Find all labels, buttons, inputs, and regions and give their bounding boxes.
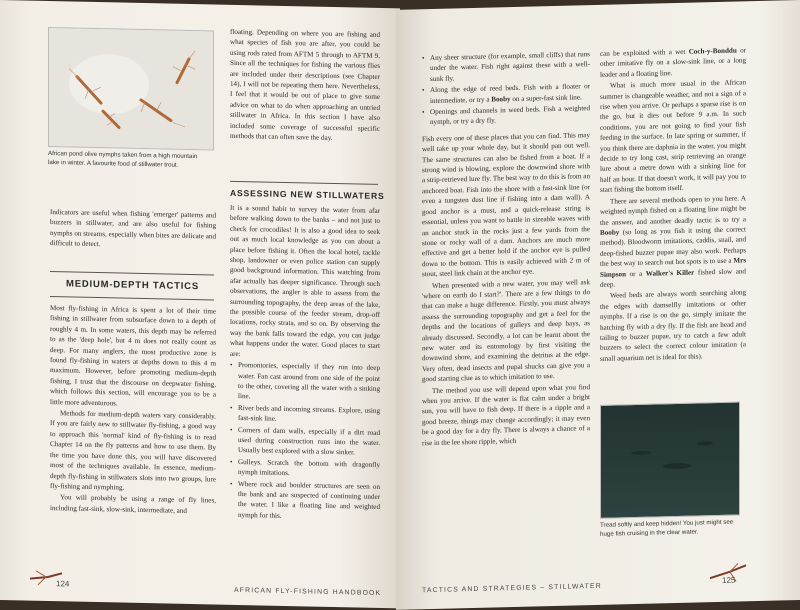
- column-3: [422, 49, 590, 449]
- column-1-body: [50, 303, 216, 518]
- running-footer: TACTICS AND STRATEGIES – STILLWATER: [422, 582, 602, 595]
- list-item: • Openings and channels in weed beds. Fish a weighted nymph, or try a dry fly.: [422, 103, 590, 128]
- subsection-heading: ASSESSING NEW STILLWATERS: [230, 187, 385, 202]
- column-4: [600, 45, 746, 365]
- paragraph: Most fly-fishing in Africa is spent a lot of their time fishing in stillwater from subsurface down to a depth of roughly 4 m. In some waters, this depth may be referred to as the 'deep hole', but 4 m does not really count as deep. For many anglers, the most productive zone is found fly-fishing in waters at depths down to this 4 m maximum. However, before promoting medium-depth fishing, I trust that the discourse on deepwater fishing, which follows this section, will encourage you to be a little more adventurous.: [50, 304, 216, 408]
- photo-caption: African pond olive nymphs taken from a high mountain lake in winter. A favourite food of stillwater trout.: [48, 150, 198, 169]
- section-heading: MEDIUM-DEPTH TACTICS: [66, 278, 199, 293]
- list-item: • Promontories, especially if they run into deep water. Fan cast around from one side of the point to the other, covering all the water with a sinking line.: [230, 360, 380, 405]
- column-2: [230, 27, 380, 146]
- heading-rule-bottom: [50, 296, 214, 300]
- list-item: • Any sheer structure (for example, small cliffs) that runs under the water. Fish right against these with a well-sunk fly.: [422, 49, 590, 84]
- paragraph: What is much more usual in the African summer is changeable weather, and not a sign of a rise when you arrive. Or perhaps a sparse rise is on the go, but it dies out before 9 a.m. In such conditions, you are not going to find your fish feeding in the surface. In late spring or summer, if you think there are daphnia in the water, you might decide to try long cast, strip retrieving an orange lure about a metre down with a sinking line for half an hour. If that doesn't work, it will pay you to start fishing the bottom itself.: [600, 78, 746, 195]
- heading-rule-top: [50, 271, 214, 275]
- list-item: • Corners of dam walls, especially if a dirt road used during construction runs into the water. Usually best explored with a slow sinker.: [230, 424, 380, 458]
- paragraph: can be exploited with a wet Coch-y-Bonddu or other imitative fly on a slow-sink line, or a long leader and a floating line.: [600, 46, 746, 79]
- list-item: • Where rock and boulder structures are seen on the bank and are suspected of continuing under the water. I like a floating line and weighted nymph for this.: [230, 478, 380, 523]
- paragraph: You will probably be using a range of fly lines, including fast-sink, slow-sink, intermediate, and: [50, 493, 216, 515]
- paragraph: It is a sound habit to survey the water from afar before walking down to the banks – and not just to check for crocodiles! It is also a good idea to seek out as much local knowledge as you can about a place before fishing it. Often the local hotel, tackle shop, landowner or even police station can supply good background information. This watching from afar actually has deeper significance. Through such observations, the angler is able to assess from the surrounding topography, the deep areas of the lake, the possible course of the feeder stream, drop-off locations, rocky strata, and so on. By observing the way the bank falls toward the edge, you can judge what happens under the water. Good places to start are:: [230, 203, 380, 358]
- paragraph: The method you use will depend upon what you find when you arrive. If the water is flat calm under a bright sun, you will have to fish deep. If there is a ripple and a good breeze, things may change accordingly; it may even be a good day for a dry fly. There is always a chance of a rise in the lee shore ripple, which: [422, 382, 590, 447]
- paragraph: Methods for medium-depth waters vary considerably. If you are fairly new to stillwater fly-fishing, a good way to approach this 'normal' kind of fly-fishing is to read Chapter 14 on the fly patterns and how to use them. By the time you have done this, you will have discovered most of the techniques available. In essence, medium-depth fly-fishing in stillwaters slots into two groups, lure fly-fishing and nymphing.: [50, 409, 216, 492]
- list-item: • River beds and incoming streams. Explore, using fast-sink line.: [230, 403, 380, 427]
- lake-photo: [600, 401, 740, 518]
- paragraph: There are several methods open to you here. A weighted nymph fished on a floating line might be the answer, and another deadly tactic is to try a Booby (so long as you fish it using the correct method). Bloodworm imitations, caddis, snail, and deep-fished buzzer pupae may also work. Perhaps the best way to search out hot spots is to use a Mrs Simpson or a Walker's Killer fished slow and deep.: [600, 194, 746, 289]
- page-number: 124: [56, 579, 70, 589]
- photo-caption: Tread softly and keep hidden! You just might see huge fish cruising in the clear water.: [600, 518, 734, 538]
- running-footer: AFRICAN FLY-FISHING HANDBOOK: [234, 586, 382, 597]
- paragraph: Fish every one of these places that you can find. This may well take up your whole day, but it should pan out well. The same structures can also be fished from a boat. If a strong wind is blowing, explore the downwind shore with a strip-retrieved lure fly. The best way to do this is from an anchored boat. Fish into the shore with a fast-sink line (or even a tungsten dust line if fishing into a dam wall). A good anchor is a must, and a quick-release string is essential, unless you want to battle in sizeable waves with an anchor stuck in the rocks just a few yards from the stone or rocky wall of a dam. Anchors are much more effective and get a better hold if the anchor eye is pulled down to the bottom. This is easily achieved with 2 m of stout, steel link chain at the anchor eye.: [422, 130, 590, 279]
- page-number: 125: [722, 575, 736, 585]
- intro-paragraph: Indicators are useful when fishing 'emerger' patterns and buzzers in stillwater, and are also useful for fishing nymphs on streams, especially when bites are delicate and difficult to detect.: [50, 208, 216, 249]
- heading-rule-top: [230, 181, 378, 185]
- column-2-body: [230, 203, 380, 524]
- paragraph: Weed beds are always worth searching along the edges with damselfly imitations or other nymphs. If a rise is on the go, simply imitate the hatching fly with a dry fly. If the fish are head and tailing to buzzer pupae, try to catch a few adult buzzers to select the correct colour imitation (a small aquarium net is ideal for this).: [600, 288, 746, 363]
- left-page: [0, 0, 400, 608]
- nymphs-photo: [48, 27, 214, 150]
- paragraph: floating. Depending on where you are fishing and what species of fish you are after, you could be using rods rated from AFTM 5 through to AFTM 9. Since all the techniques for fishing the various flies are included under their descriptions (see Chapter 14), I will not be repeating them here. Nevertheless, I feel that it would be out of place to give some advice on what to do when approaching an untried stillwater in Africa. In this section I have also included some coverage of successful specific methods that can often save the day.: [230, 27, 380, 143]
- list-item: • Gulleys. Scratch the bottom with dragonfly nymph imitations.: [230, 457, 380, 481]
- list-item: • Along the edge of reed beds. Fish with a floater or intermediate, or try a Booby on a super-fast sink line.: [422, 81, 590, 106]
- column-1: [50, 207, 216, 253]
- right-page: [396, 0, 800, 610]
- paragraph: When presented with a new water, you may well ask 'where on earth do I start?'. There are a few things to do that can make a huge difference. Firstly, you must always assess the surrounding topography and get a feel for the depths and the locations of gulleys and deep bays, as already discussed. Secondly, a lot can be learnt about the new water and its entomology by first visiting the downwind shore, and examining the detritus at the edge. Very often, dead insects and pupal shucks can give you a good starting clue as to which imitation to use.: [422, 277, 590, 384]
